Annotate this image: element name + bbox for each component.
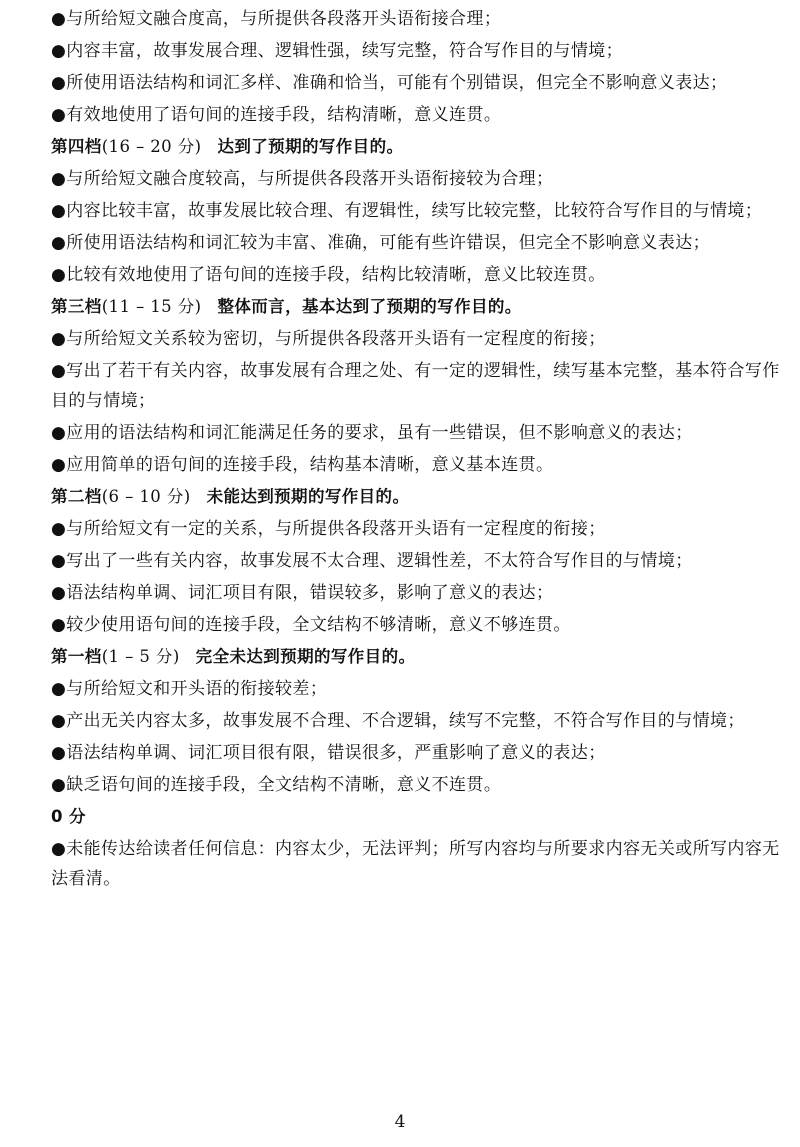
tier3-name: 第三档 <box>51 297 102 316</box>
page-number: 4 <box>394 1112 406 1132</box>
tier2-desc: 未能达到预期的写作目的。 <box>206 487 410 506</box>
tier3-item-1: ●与所给短文关系较为密切，与所提供各段落开头语有一定程度的衔接； <box>51 329 606 349</box>
tier2-item-1: ●与所给短文有一定的关系，与所提供各段落开头语有一定程度的衔接； <box>51 519 606 539</box>
tier4-item-3: ●所使用语法结构和词汇较为丰富、准确，可能有些许错误，但完全不影响意义表达； <box>51 233 711 253</box>
tier2-item-2: ●写出了一些有关内容，故事发展不太合理、逻辑性差，不太符合写作目的与情境； <box>51 551 693 571</box>
tier2-heading <box>18 486 790 508</box>
tier5-item-2: ●内容丰富，故事发展合理、逻辑性强，续写完整，符合写作目的与情境； <box>51 41 624 61</box>
tier3-item-4: ●应用简单的语句间的连接手段，结构基本清晰，意义基本连贯。 <box>51 455 554 475</box>
tier4-item-1: ●与所给短文融合度较高，与所提供各段落开头语衔接较为合理； <box>51 169 554 189</box>
tier3-item-2: ●写出了若干有关内容，故事发展有合理之处、有一定的逻辑性，续写基本完整，基本符合写作目的与情境； <box>51 361 780 411</box>
tier3-heading <box>18 296 790 318</box>
scoring-rubric <box>18 8 790 904</box>
tier1-name: 第一档 <box>51 647 102 666</box>
tier2-item-3: ●语法结构单调、词汇项目有限，错误较多，影响了意义的表达； <box>51 583 554 603</box>
tier3-item-3: ●应用的语法结构和词汇能满足任务的要求，虽有一些错误，但不影响意义的表达； <box>51 423 693 443</box>
tier3-desc: 整体而言，基本达到了预期的写作目的。 <box>217 297 522 316</box>
tier1-desc: 完全未达到预期的写作目的。 <box>195 647 416 666</box>
tier2-range: (6 – 10 分) <box>101 487 191 506</box>
tier5-item-4: ●有效地使用了语句间的连接手段，结构清晰，意义连贯。 <box>51 105 502 125</box>
tier4-heading <box>18 136 790 158</box>
tier1-range: (1 – 5 分) <box>101 647 180 666</box>
tier4-item-4: ●比较有效地使用了语句间的连接手段，结构比较清晰，意义比较连贯。 <box>51 265 606 285</box>
tier0-heading: 0 分 <box>51 807 86 826</box>
tier1-item-3: ●语法结构单调、词汇项目很有限，错误很多，严重影响了意义的表达； <box>51 743 606 763</box>
tier0-item-1: ●未能传达给读者任何信息：内容太少，无法评判；所写内容均与所要求内容无关或所写内容无法看清。 <box>51 839 780 889</box>
tier4-item-2: ●内容比较丰富，故事发展比较合理、有逻辑性，续写比较完整，比较符合写作目的与情境； <box>51 201 763 221</box>
tier4-desc: 达到了预期的写作目的。 <box>217 137 404 156</box>
tier4-range: (16 – 20 分) <box>101 137 202 156</box>
tier1-heading <box>18 646 790 668</box>
tier2-name: 第二档 <box>51 487 102 506</box>
tier1-item-4: ●缺乏语句间的连接手段，全文结构不清晰，意义不连贯。 <box>51 775 502 795</box>
tier4-name: 第四档 <box>51 137 102 156</box>
tier1-item-1: ●与所给短文和开头语的衔接较差； <box>51 679 328 699</box>
tier5-item-1: ●与所给短文融合度高，与所提供各段落开头语衔接合理； <box>51 9 502 29</box>
tier3-range: (11 – 15 分) <box>101 297 202 316</box>
tier2-item-4: ●较少使用语句间的连接手段，全文结构不够清晰，意义不够连贯。 <box>51 615 571 635</box>
tier5-item-3: ●所使用语法结构和词汇多样、准确和恰当，可能有个别错误，但完全不影响意义表达； <box>51 73 728 93</box>
tier1-item-2: ●产出无关内容太多，故事发展不合理、不合逻辑，续写不完整，不符合写作目的与情境； <box>51 711 745 731</box>
